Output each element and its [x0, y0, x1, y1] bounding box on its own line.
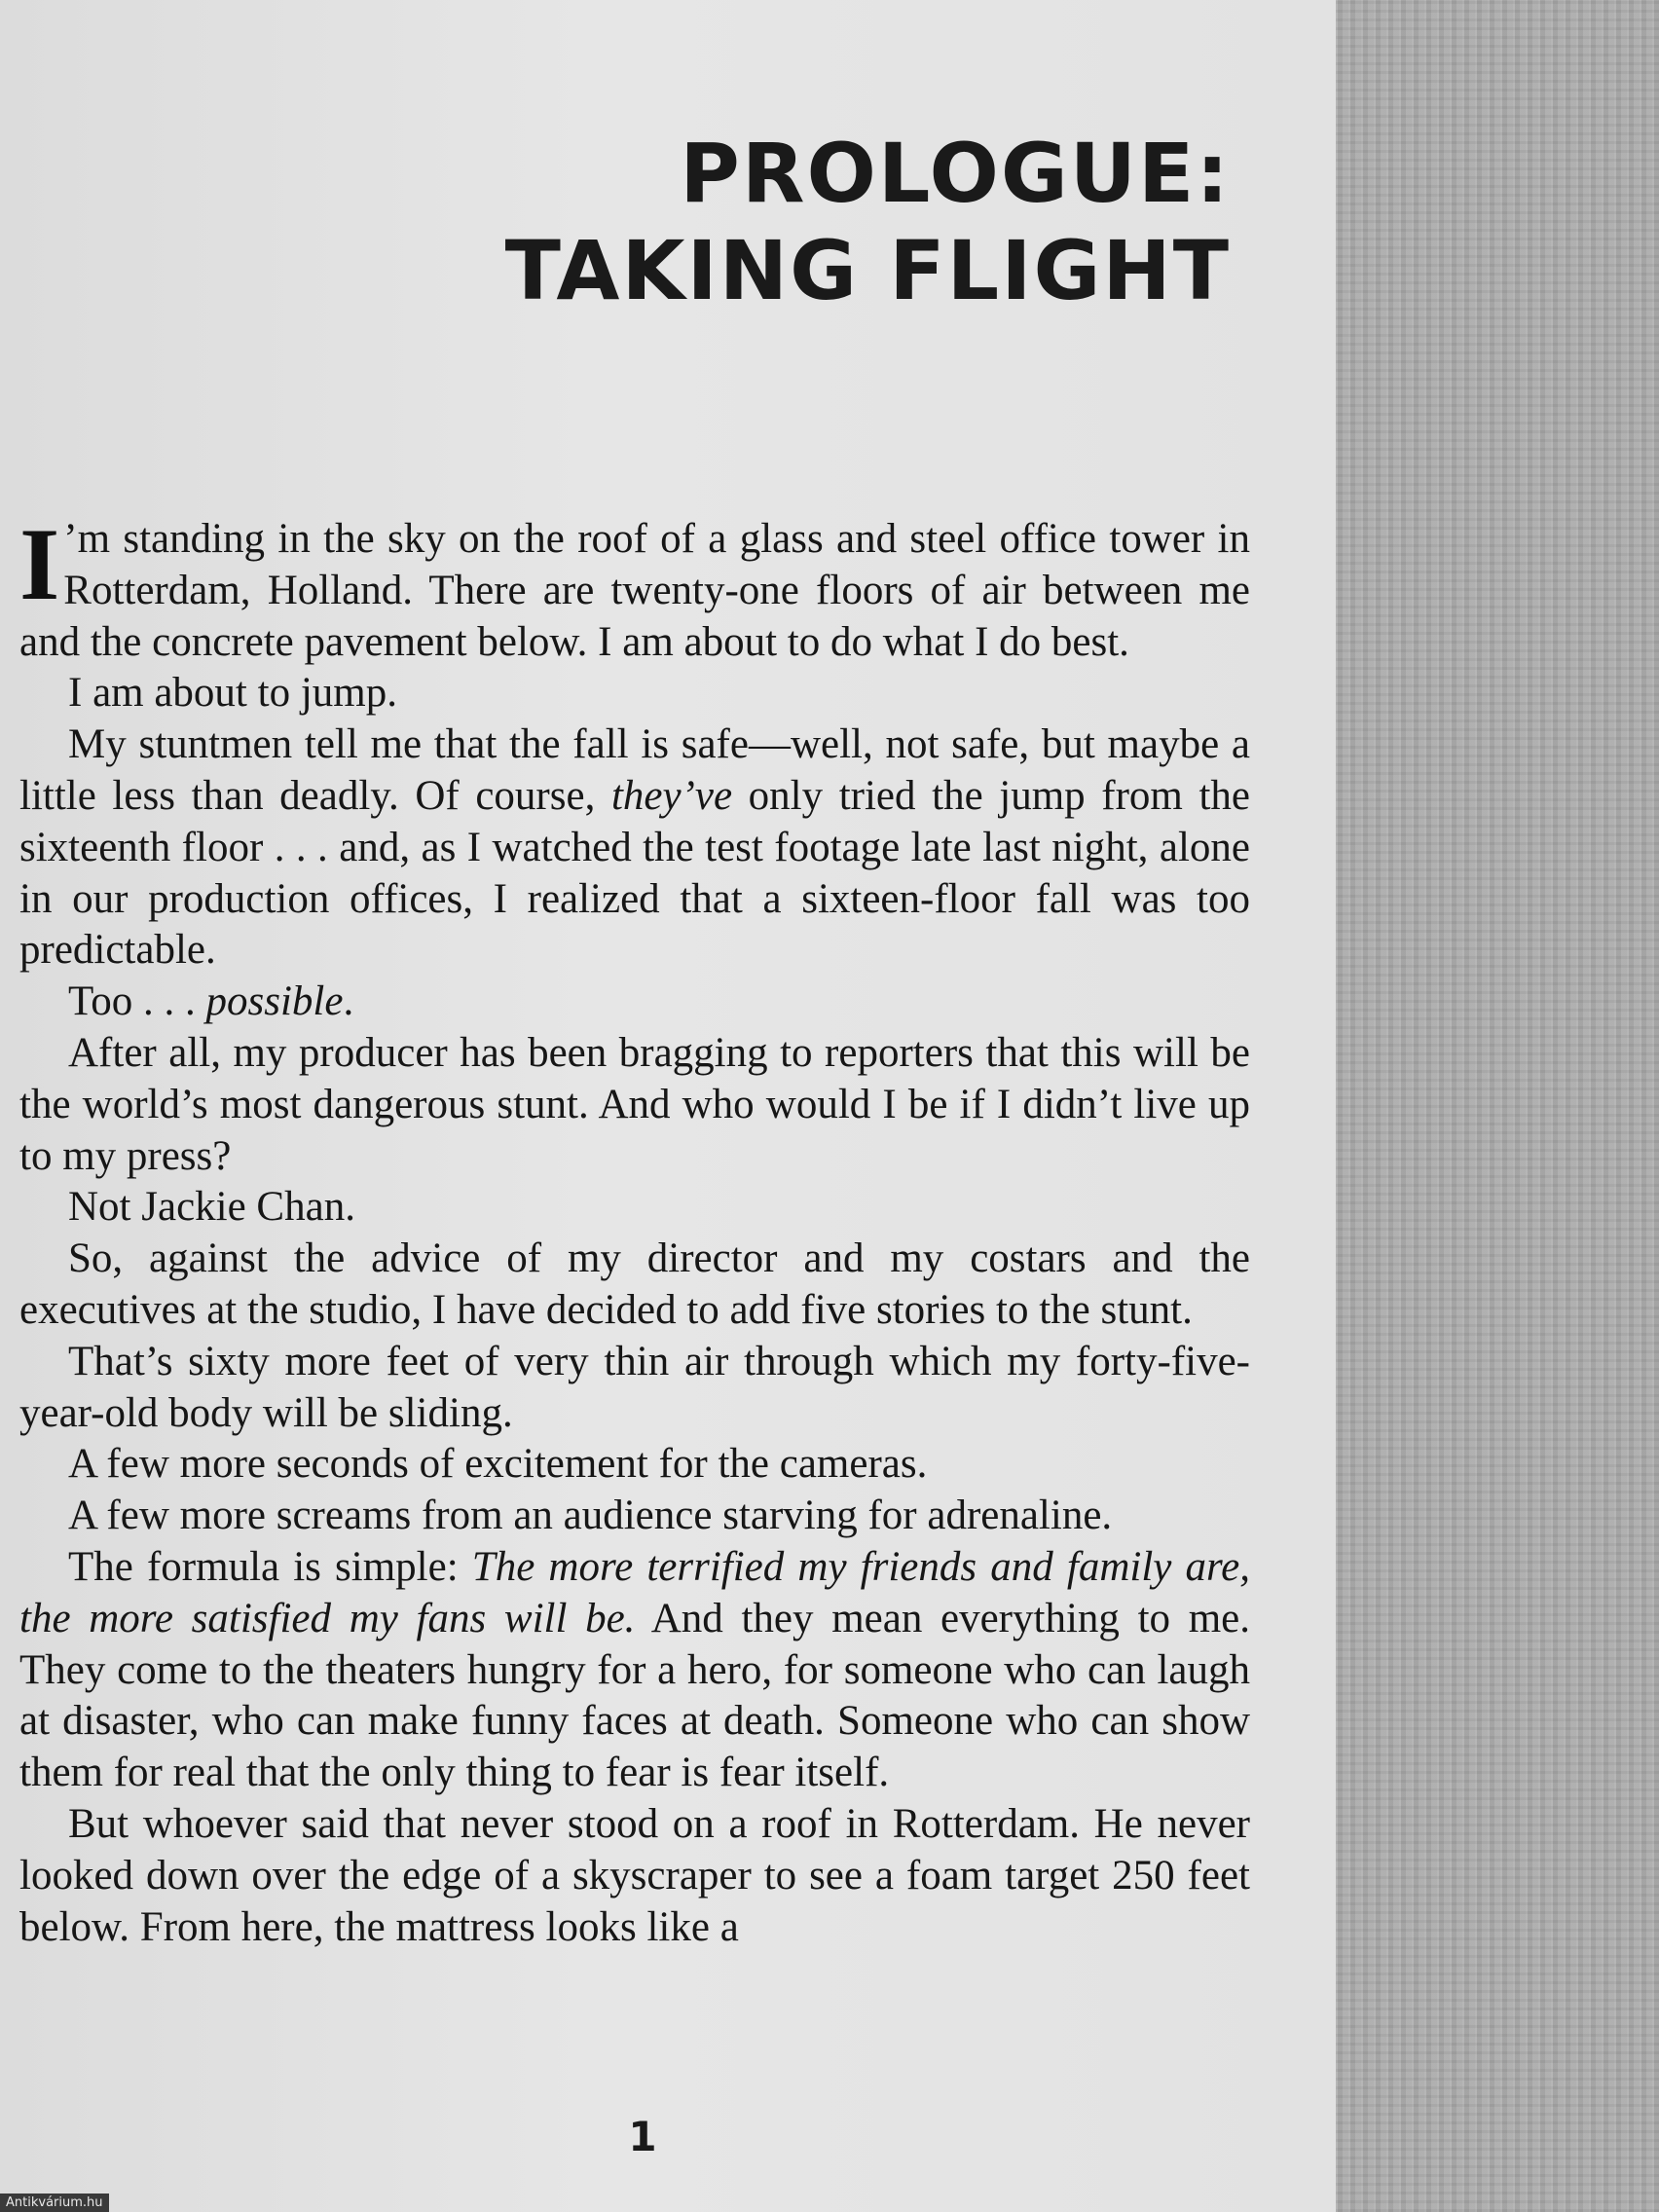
background-surface	[1336, 0, 1659, 2212]
paragraph-9: A few more seconds of excitement for the cameras.	[68, 1441, 928, 1488]
watermark: Antikvárium.hu	[0, 2194, 109, 2212]
paragraph-11	[19, 1542, 1250, 1799]
chapter-body	[19, 507, 1250, 1953]
paragraph-4-text-b: .	[343, 978, 354, 1025]
paragraph-3	[19, 719, 1250, 977]
paragraph-5: After all, my producer has been bragging to reporters that this will be the world’s most dangerous stunt. And who would I be if I didn’t live up to my press?	[19, 1029, 1250, 1179]
paragraph-1	[19, 507, 1250, 668]
paragraph-3-text-b: only tried the jump from the sixteenth floor . . . and, as I watched the test footage late last night, alone in our production offices, I realized that a sixteen-floor fall was too predictable.	[19, 772, 1250, 974]
paragraph-2: I am about to jump.	[68, 670, 397, 717]
paragraph-12: But whoever said that never stood on a roof in Rotterdam. He never looked down over the edge of a skyscraper to see a foam target 250 feet below. From here, the mattress looks like a	[19, 1800, 1250, 1950]
drop-cap: I	[19, 507, 60, 621]
paragraph-6: Not Jackie Chan.	[68, 1184, 355, 1231]
paragraph-10: A few more screams from an audience starving for adrenaline.	[68, 1493, 1113, 1539]
paragraph-4-emphasis: possible	[205, 978, 344, 1025]
paragraph-11-text-b: And they mean everything to me. They come to the theaters hungry for a hero, for someone who can laugh at disaster, who can make funny faces at death. Someone who can show them for real that the only thing to fear is fear itself.	[19, 1595, 1250, 1796]
paragraph-11-text-a: The formula is simple:	[68, 1543, 472, 1590]
paragraph-3-emphasis: they’ve	[610, 772, 733, 819]
page-number: 1	[628, 2113, 657, 2160]
chapter-title-line-1: PROLOGUE:	[680, 126, 1231, 221]
paragraph-8: That’s sixty more feet of very thin air through which my forty-five-year-old body will be sliding.	[19, 1338, 1250, 1436]
paragraph-4-text-a: Too . . .	[68, 978, 206, 1025]
paragraph-3-text-a: My stuntmen tell me that the fall is safe—well, not safe, but maybe a little less than deadly. Of course,	[19, 721, 1250, 819]
paragraph-1-text: ’m standing in the sky on the roof of a glass and steel office tower in Rotterdam, Holland. There are twenty-one floors of air between me and the concrete pavement below. I am about to do what I do best.	[19, 516, 1250, 665]
paragraph-7: So, against the advice of my director and my costars and the executives at the studio, I have decided to add five stories to the stunt.	[19, 1235, 1250, 1333]
chapter-title-line-2: TAKING FLIGHT	[504, 223, 1231, 318]
paragraph-4	[19, 977, 1250, 1028]
chapter-title	[505, 125, 1231, 319]
paragraph-11-emphasis: The more terrified my friends and family are, the more satisfied my fans will be.	[19, 1543, 1250, 1641]
